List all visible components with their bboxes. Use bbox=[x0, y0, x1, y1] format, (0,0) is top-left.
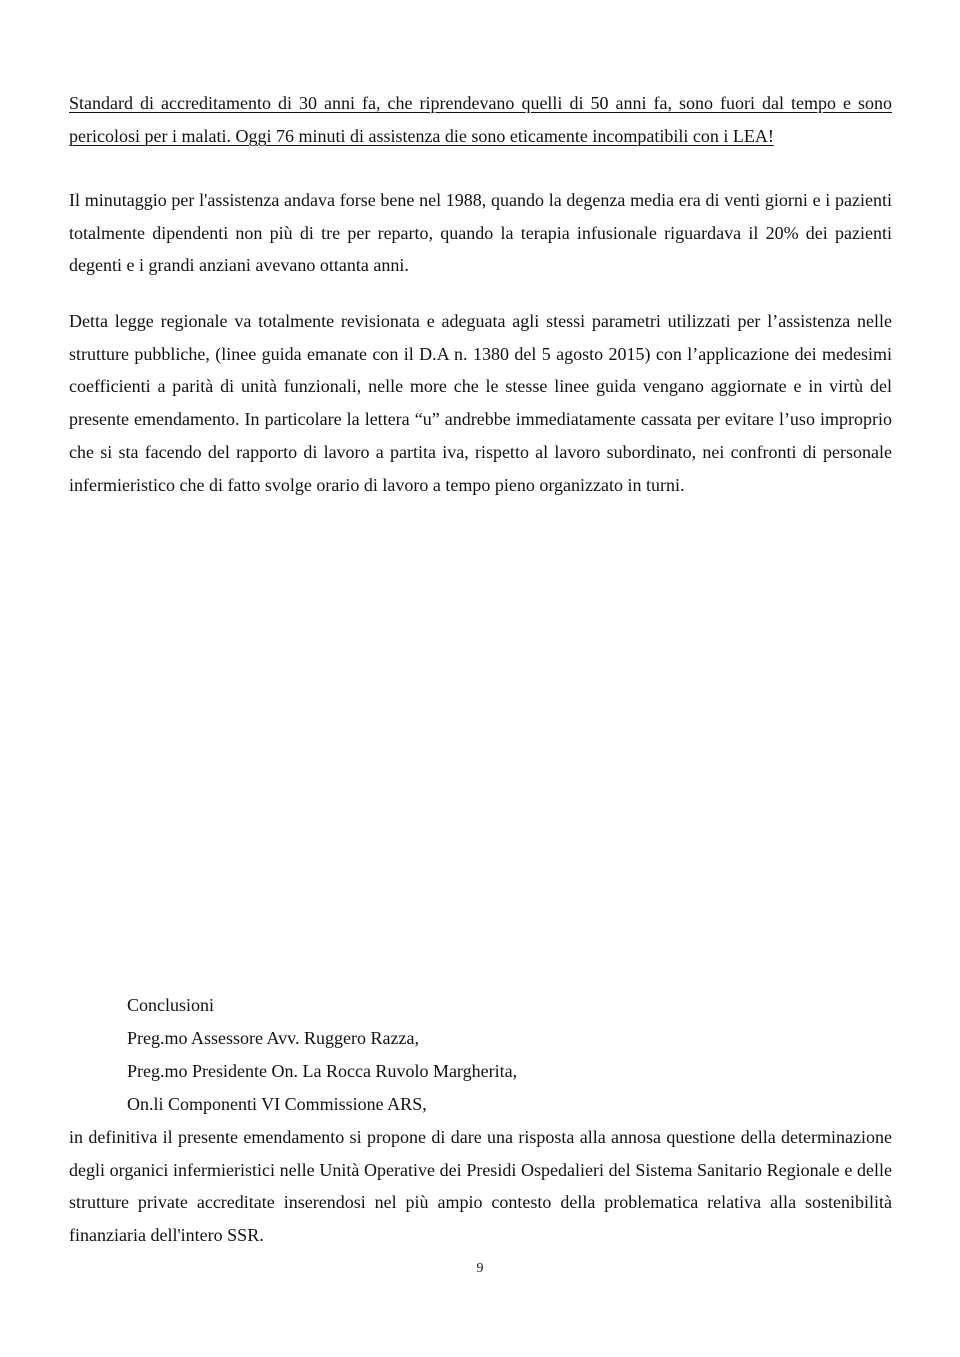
addressee-assessore: Preg.mo Assessore Avv. Ruggero Razza, bbox=[127, 1028, 419, 1048]
page-number: 9 bbox=[476, 1261, 484, 1276]
addressee-commissione: On.li Componenti VI Commissione ARS, bbox=[127, 1094, 427, 1114]
accreditation-standards-paragraph: Standard di accreditamento di 30 anni fa, che riprendevano quelli di 50 anni fa, sono fuori dal tempo e sono pericolosi per i malati. Oggi 76 minuti di assistenza die sono eticamente incompatibili con i LEA! bbox=[69, 93, 892, 146]
regional-law-paragraph: Detta legge regionale va totalmente revisionata e adeguata agli stessi parametri utilizzati per l’assistenza nelle strutture pubbliche, (linee guida emanate con il D.A n. 1380 del 5 agosto 2015) con l’applicazione dei medesimi coefficienti a parità di unità funzionali, nelle more che le stesse linee guida vengano aggiornate e in virtù del presente emendamento. In particolare la lettera “u” andrebbe immediatamente cassata per evitare l’uso improprio che si sta facendo del rapporto di lavoro a partita iva, rispetto al lavoro subordinato, nei confronti di personale infermieristico che di fatto svolge orario di lavoro a tempo pieno organizzato in turni. bbox=[69, 311, 892, 495]
minutaggio-paragraph: Il minutaggio per l'assistenza andava forse bene nel 1988, quando la degenza media era di venti giorni e i pazienti totalmente dipendenti non più di tre per reparto, quando la terapia infusionale riguardava il 20% dei pazienti degenti e i grandi anziani avevano ottanta anni. bbox=[69, 190, 892, 276]
addressee-presidente: Preg.mo Presidente On. La Rocca Ruvolo Margherita, bbox=[127, 1061, 518, 1081]
conclusions-body-paragraph: in definitiva il presente emendamento si propone di dare una risposta alla annosa questione della determinazione degli organici infermieristici nelle Unità Operative dei Presidi Ospedalieri del Sistema Sanitario Regionale e delle strutture private accreditate inserendosi nel più ampio contesto della problematica relativa alla sostenibilità finanziaria dell'intero SSR. bbox=[69, 1127, 892, 1246]
conclusions-heading: Conclusioni bbox=[127, 995, 215, 1015]
